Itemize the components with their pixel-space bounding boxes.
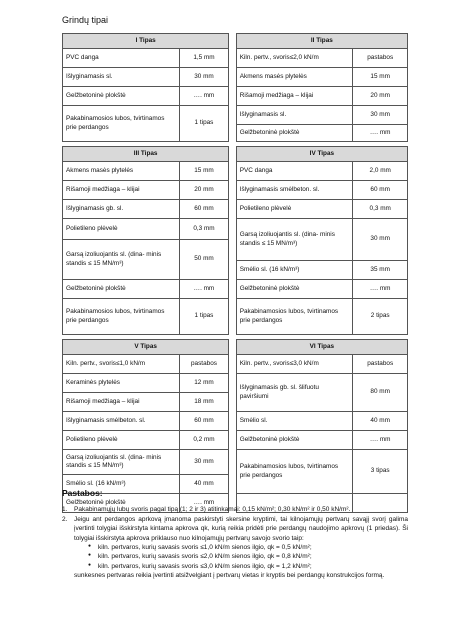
- layer-name: Akmens masės plytelės: [63, 162, 180, 181]
- layer-value: 18 mm: [179, 393, 229, 412]
- note-1-number: 1.: [62, 506, 68, 514]
- notes-title: Pastabos:: [62, 488, 103, 498]
- layer-name: Polietileno plėvelė: [236, 200, 353, 219]
- table-header-row: [63, 34, 408, 49]
- layer-name: Akmens masės plytelės: [236, 68, 353, 87]
- layer-value: 2,0 mm: [353, 162, 408, 181]
- table-row: [63, 162, 408, 181]
- layer-name: Išlyginamasis smėlbeton. sl.: [63, 412, 180, 431]
- layer-name: Pakabinamosios lubos, tvirtinamos prie perdangos: [63, 106, 180, 142]
- layer-value: 0,3 mm: [353, 200, 408, 219]
- layer-value: …. mm: [179, 87, 229, 106]
- table-row: [63, 450, 408, 475]
- layer-name: Gelžbetoninė plokštė: [236, 280, 353, 299]
- gap-cell: [229, 147, 236, 162]
- table-header-row: [63, 147, 408, 162]
- layer-value: 40 mm: [353, 412, 408, 431]
- layer-name: Garsą izoliuojantis sl. (dina- minis standis ≤ 15 MN/m³): [236, 219, 353, 261]
- layer-value: 30 mm: [179, 68, 229, 87]
- layer-value: 15 mm: [353, 68, 408, 87]
- bullet-item: ● kiln. pertvaros, kurių savasis svoris ≤1,0 kN/m sienos ilgio, qk = 0,5 kN/m²;: [98, 543, 408, 552]
- gap-cell: [229, 393, 236, 412]
- layer-value: 1 tipas: [179, 106, 229, 142]
- layer-value: 40 mm: [179, 475, 229, 494]
- table-row: [63, 181, 408, 200]
- layer-name: PVC danga: [63, 49, 180, 68]
- layer-name: Smėlio sl. (16 kN/m³): [63, 475, 180, 494]
- layer-value: 1 tipas: [179, 299, 229, 335]
- table-row: [63, 49, 408, 68]
- table-row: [63, 106, 408, 125]
- gap-cell: [229, 374, 236, 393]
- table-header-row: [63, 340, 408, 355]
- layer-value: 60 mm: [179, 200, 229, 219]
- layer-name: Išlyginamasis gb. sl.: [63, 200, 180, 219]
- layer-value: 20 mm: [179, 181, 229, 200]
- gap-cell: [229, 87, 236, 106]
- gap-cell: [229, 299, 236, 335]
- layer-value: 12 mm: [179, 374, 229, 393]
- gap-cell: [229, 106, 236, 125]
- table-row: [63, 299, 408, 335]
- bullet-item: ● kiln. pertvaros, kurių savasis svoris ≤3,0 kN/m sienos ilgio, qk = 1,2 kN/m²;: [98, 562, 408, 571]
- note-2: [62, 515, 408, 543]
- layer-value: 30 mm: [179, 450, 229, 475]
- note-1-text: Pakabinamųjų lubų svoris pagal tipą (1; 2 ir 3) atitinkamai: 0,15 kN/m²; 0,30 kN/m² ir 0,50 kN/m².: [74, 506, 351, 514]
- layer-value: 20 mm: [353, 87, 408, 106]
- layer-name: Smėlio sl. (16 kN/m³): [236, 261, 353, 280]
- layer-value: 3 tipas: [353, 450, 408, 494]
- layer-name: Smėlio sl.: [236, 412, 353, 431]
- layer-value: 35 mm: [353, 261, 408, 280]
- layer-value: pastabos: [353, 355, 408, 374]
- layer-value: …. mm: [353, 431, 408, 450]
- layer-value: 1,5 mm: [179, 49, 229, 68]
- layer-name: Rišamoji medžiaga – klijai: [63, 393, 180, 412]
- gap-cell: [229, 340, 236, 355]
- layer-value: 60 mm: [353, 181, 408, 200]
- floor-types-table: [62, 33, 408, 513]
- layer-name: Gelžbetoninė plokštė: [236, 125, 353, 142]
- type-header-left: III Tipas: [63, 147, 229, 162]
- layer-name: Kiln. pertv., svoris≤2,0 kN/m: [236, 49, 353, 68]
- layer-value: 30 mm: [353, 106, 408, 125]
- layer-name: Išlyginamasis gb. sl. šlifuotu paviršiumi: [236, 374, 353, 412]
- gap-cell: [229, 125, 236, 142]
- layer-value: …. mm: [353, 280, 408, 299]
- layer-value: …. mm: [179, 494, 229, 513]
- type-header-right: II Tipas: [236, 34, 407, 49]
- table-row: [63, 280, 408, 299]
- layer-name: Gelžbetoninė plokštė: [63, 280, 180, 299]
- layer-value: 2 tipas: [353, 299, 408, 335]
- layer-name: Kiln. pertv., svoris≤3,0 kN/m: [236, 355, 353, 374]
- layer-name: Rišamoji medžiaga – klijai: [63, 181, 180, 200]
- layer-name: Gelžbetoninė plokštė: [236, 431, 353, 450]
- gap-cell: [229, 431, 236, 450]
- layer-name: Polietileno plėvelė: [63, 431, 180, 450]
- type-header-right: IV Tipas: [236, 147, 407, 162]
- layer-name: Pakabinamosios lubos, tvirtinamos prie perdangos: [236, 299, 353, 335]
- gap-cell: [229, 280, 236, 299]
- table-row: [63, 200, 408, 219]
- layer-name: Išlyginamasis smėlbeton. sl.: [236, 181, 353, 200]
- gap-cell: [229, 49, 236, 68]
- gap-cell: [229, 240, 236, 261]
- layer-value: …. mm: [353, 125, 408, 142]
- gap-cell: [229, 412, 236, 431]
- gap-cell: [229, 68, 236, 87]
- notes-section: [62, 487, 408, 581]
- gap-cell: [229, 450, 236, 475]
- bullet-item: ● kiln. pertvaros, kurių savasis svoris ≤2,0 kN/m sienos ilgio, qk = 0,8 kN/m²;: [98, 552, 408, 561]
- table-row: [63, 87, 408, 106]
- note-1: [62, 505, 408, 514]
- layer-value: 30 mm: [353, 219, 408, 261]
- gap-cell: [229, 162, 236, 181]
- type-header-right: VI Tipas: [236, 340, 407, 355]
- layer-name: Garsą izoliuojantis sl. (dina- minis standis ≤ 15 MN/m³): [63, 240, 180, 280]
- layer-name: Išlyginamasis sl.: [63, 68, 180, 87]
- layer-name: Pakabinamosios lubos, tvirtinamos prie perdangos: [63, 299, 180, 335]
- note-2-bullets: [62, 543, 408, 571]
- layer-name: Išlyginamasis sl.: [236, 106, 353, 125]
- layer-name: Rišamoji medžiaga – klijai: [236, 87, 353, 106]
- layer-value: 0,2 mm: [179, 431, 229, 450]
- type-header-left: I Tipas: [63, 34, 229, 49]
- gap-cell: [229, 181, 236, 200]
- layer-name: Gelžbetoninė plokštė: [63, 87, 180, 106]
- gap-cell: [229, 355, 236, 374]
- layer-value: 15 mm: [179, 162, 229, 181]
- layer-name: Kiln. pertv., svoris≤1,0 kN/m: [63, 355, 180, 374]
- type-header-left: V Tipas: [63, 340, 229, 355]
- gap-cell: [229, 34, 236, 49]
- layer-value: pastabos: [353, 49, 408, 68]
- layer-name: Polietileno plėvelė: [63, 219, 180, 240]
- layer-name: Gelžbetoninė plokštė: [63, 494, 180, 513]
- table-row: [63, 68, 408, 87]
- gap-cell: [229, 261, 236, 280]
- note-final-text: sunkesnes pertvaras reikia įvertinti atsižvelgiant į pertvarų vietas ir kryptis bei perdangų konstrukcijos formą.: [74, 572, 385, 580]
- table-row: [63, 355, 408, 374]
- layer-name: PVC danga: [236, 162, 353, 181]
- page-title: Grindų tipai: [62, 15, 109, 25]
- note-2-number: 2.: [62, 515, 68, 523]
- gap-cell: [229, 200, 236, 219]
- layer-name: Pakabinamosios lubos, tvirtinamos prie perdangos: [236, 450, 353, 494]
- layer-name: Garsą izoliuojantis sl. (dina- minis standis ≤ 15 MN/m³): [63, 450, 180, 475]
- table-row: [63, 219, 408, 240]
- table-row: [63, 374, 408, 393]
- layer-name: Keraminės plytelės: [63, 374, 180, 393]
- layer-value: 50 mm: [179, 240, 229, 280]
- table-row: [63, 431, 408, 450]
- layer-value: 0,3 mm: [179, 219, 229, 240]
- layer-value: 80 mm: [353, 374, 408, 412]
- note-2-text: Jeigu ant perdangos aprkovą įmanoma paskirstyti skersine kryptimi, tai kilnojamųjų pertvarų savąjį svorį galima įvertinti tolygiai išskirstyta kintama apkrova qk, kurią reikia pridėti prie perdangų naudojimo apkrovų (1 priedas). Ši tolygiai išskirstyta apkrova priklauso nuo kilnojamųjų pertvarų savojo svorio taip:: [74, 515, 408, 542]
- layer-value: 60 mm: [179, 412, 229, 431]
- layer-value: …. mm: [179, 280, 229, 299]
- layer-value: pastabos: [179, 355, 229, 374]
- table-row: [63, 412, 408, 431]
- gap-cell: [229, 219, 236, 240]
